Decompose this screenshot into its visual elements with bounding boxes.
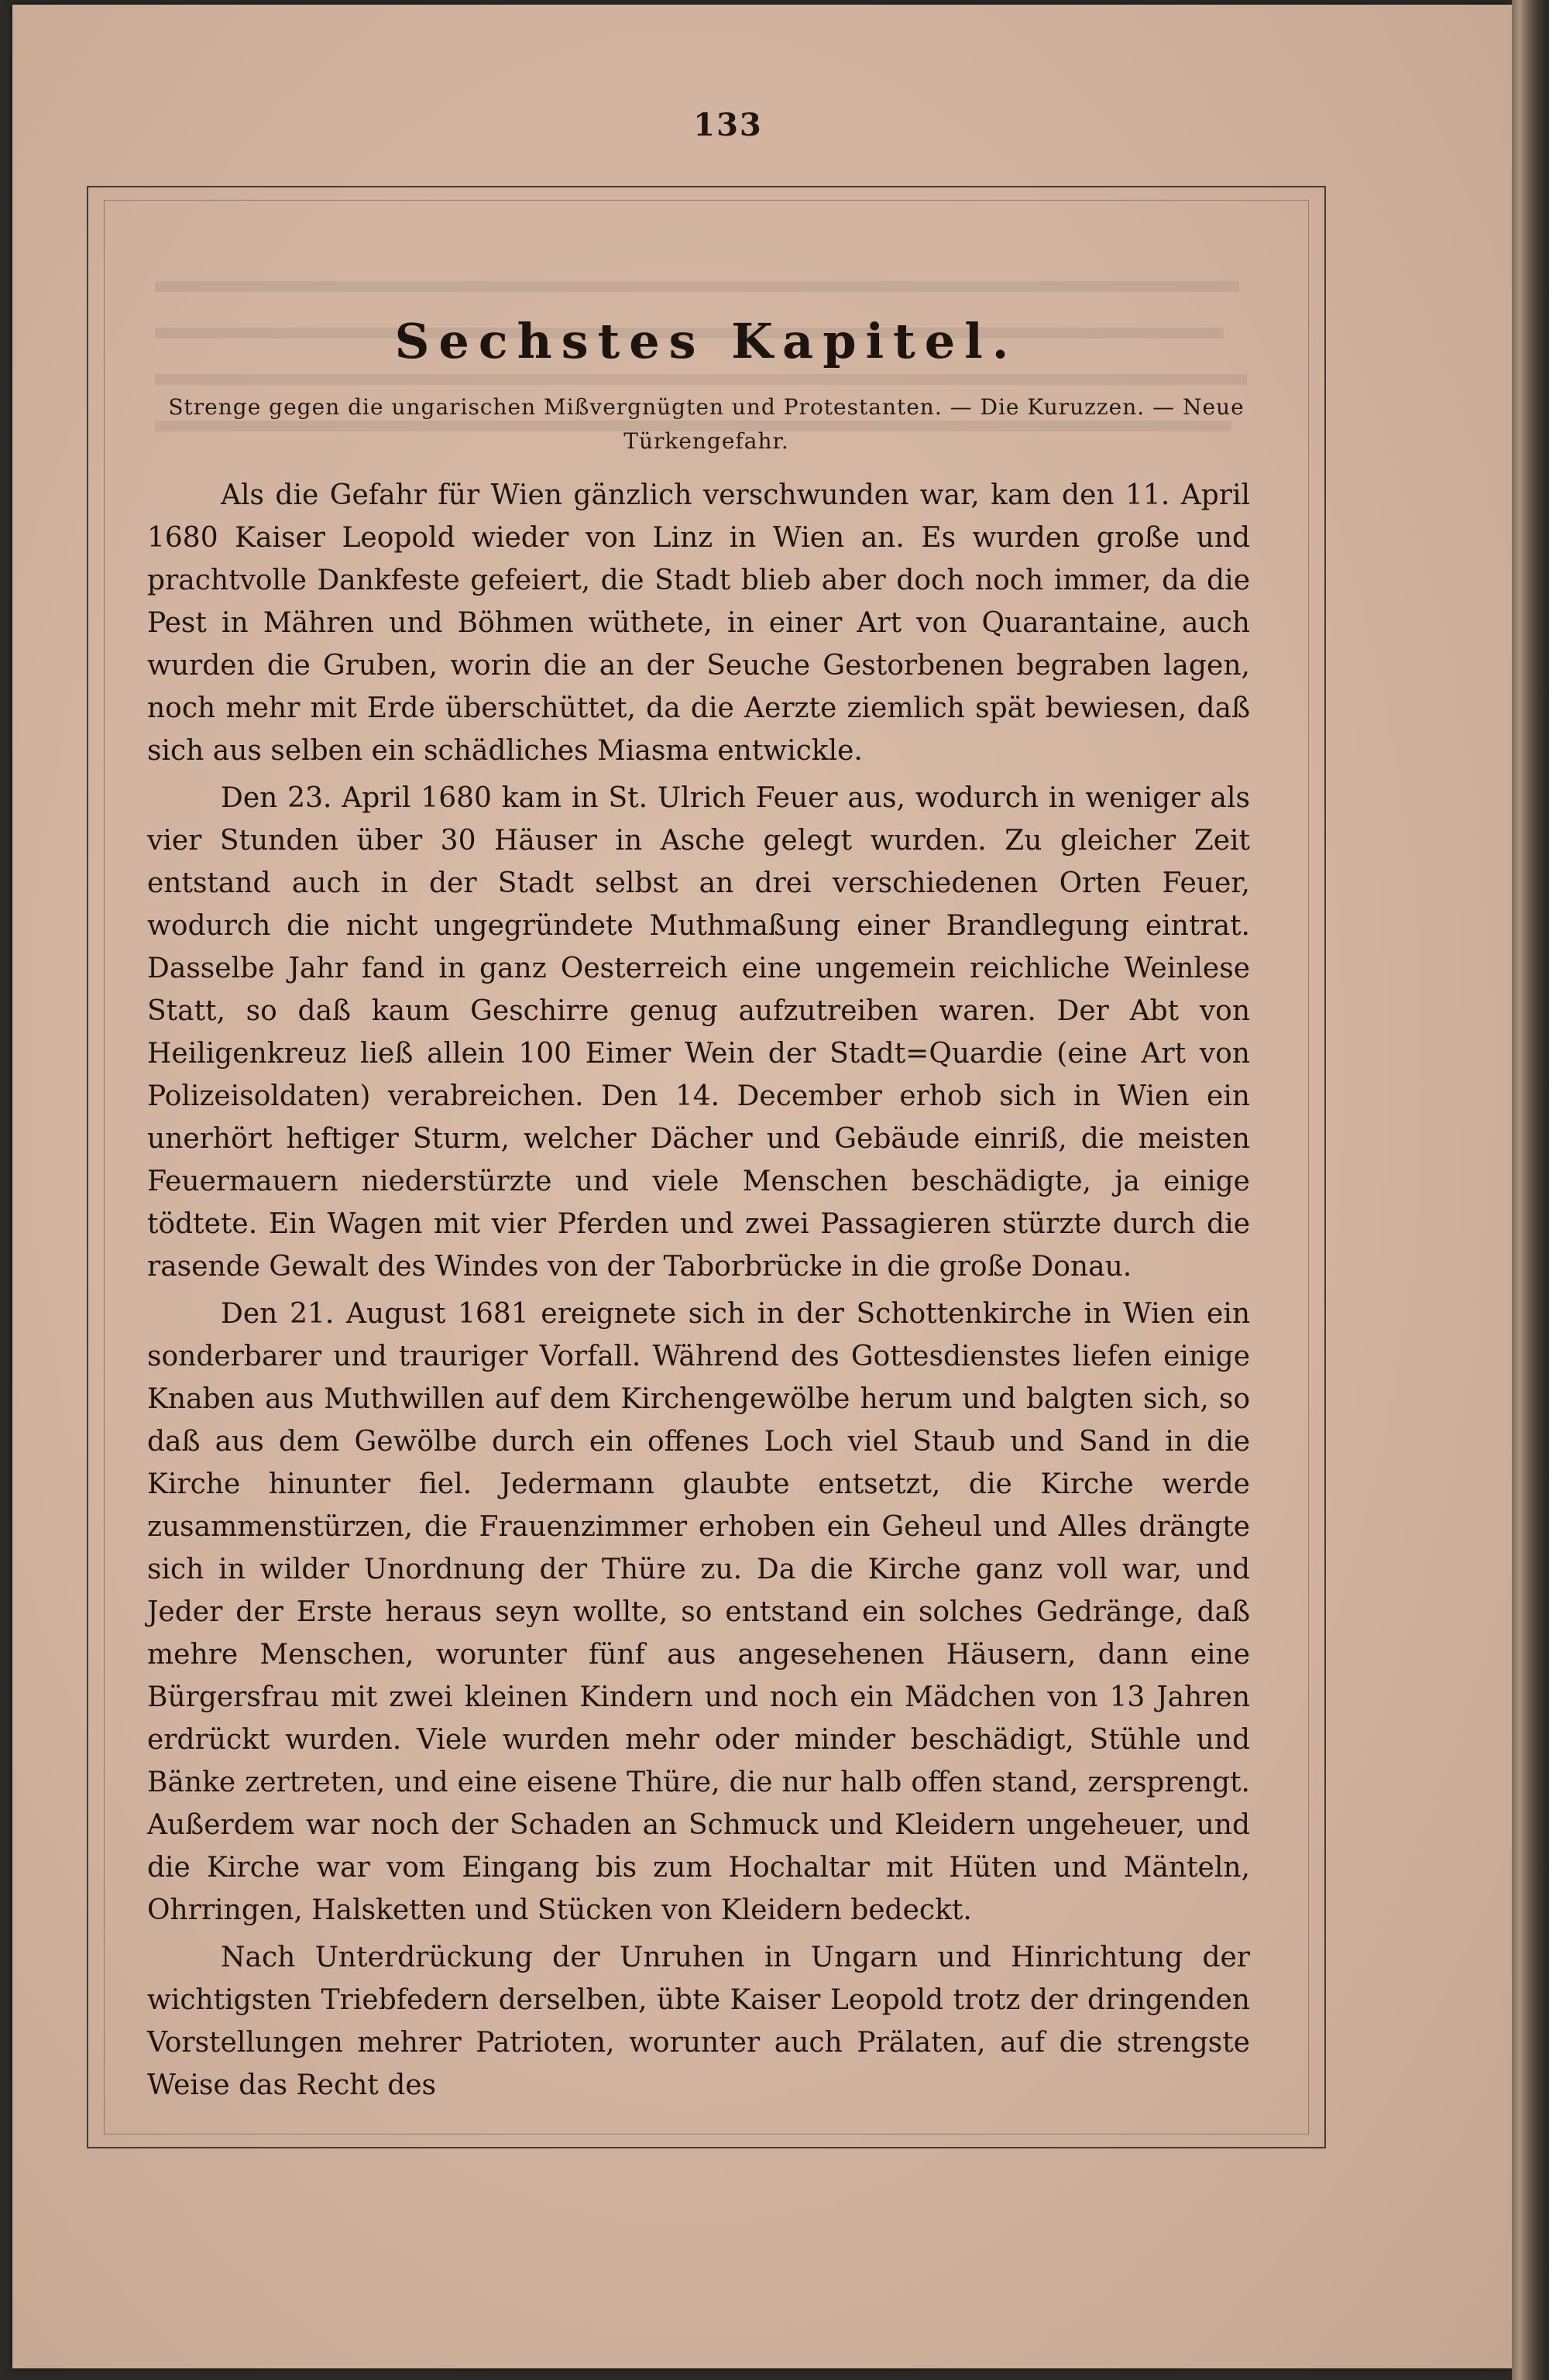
- paragraph: Den 23. April 1680 kam in St. Ulrich Feuer aus, wodurch in weniger als vier Stunden über 30 Häuser in Asche gelegt wurden. Zu gleicher Zeit entstand auch in der Stadt selbst an drei verschiedenen Orten Feuer, wodurch die nicht ungegründete Muthmaßung einer Brandlegung eintrat. Dasselbe Jahr fand in ganz Oesterreich eine ungemein reichliche Weinlese Statt, so daß kaum Geschirre genug aufzutreiben waren. Der Abt von Heiligenkreuz ließ allein 100 Eimer Wein der Stadt=Quardie (eine Art von Polizeisoldaten) verabreichen. Den 14. December erhob sich in Wien ein unerhört heftiger Sturm, welcher Dächer und Gebäude einriß, die meisten Feuermauern niederstürzte und viele Menschen beschädigte, ja einige tödtete. Ein Wagen mit vier Pferden und zwei Passagieren stürzte durch die rasende Gewalt des Windes von der Taborbrücke in die große Donau.: [147, 782, 1250, 1283]
- chapter-title: Sechstes Kapitel.: [394, 313, 1018, 369]
- paragraph: Den 21. August 1681 ereignete sich in der Schottenkirche in Wien ein sonderbarer und trauriger Vorfall. Während des Gottesdienstes liefen einige Knaben aus Muthwillen auf dem Kirchengewölbe herum und balgten sich, so daß aus dem Gewölbe durch ein offenes Loch viel Staub und Sand in die Kirche hinunter fiel. Jedermann glaubte entsetzt, die Kirche werde zusammenstürzen, die Frauenzimmer erhoben ein Geheul und Alles drängte sich in wilder Unordnung der Thüre zu. Da die Kirche ganz voll war, und Jeder der Erste heraus seyn wollte, so entstand ein solches Gedränge, daß mehre Menschen, worunter fünf aus angesehenen Häusern, dann eine Bürgersfrau mit zwei kleinen Kindern und noch ein Mädchen von 13 Jahren erdrückt wurden. Viele wurden mehr oder minder beschädigt, Stühle und Bänke zertreten, und eine eisene Thüre, die nur halb offen stand, zersprengt. Außerdem war noch der Schaden an Schmuck und Kleidern ungeheuer, und die Kirche war vom Eingang bis zum Hochaltar mit Hüten und Mänteln, Ohrringen, Halsketten und Stücken von Kleidern bedeckt.: [147, 1298, 1250, 1926]
- chapter-subtitle: Strenge gegen die ungarischen Mißvergnügten und Protestanten. — Die Kuruzzen. — Neue Türkengefahr.: [168, 394, 1245, 454]
- paragraph: Als die Gefahr für Wien gänzlich verschwunden war, kam den 11. April 1680 Kaiser Leopold wieder von Linz in Wien an. Es wurden große und prachtvolle Dankfeste gefeiert, die Stadt blieb aber doch noch immer, da die Pest in Mähren und Böhmen wüthete, in einer Art von Quarantaine, auch wurden die Gruben, worin die an der Seuche Gestorbenen begraben lagen, noch mehr mit Erde überschüttet, da die Aerzte ziemlich spät bewiesen, daß sich aus selben ein schädliches Miasma entwickle.: [147, 479, 1250, 767]
- paragraph: Nach Unterdrückung der Unruhen in Ungarn und Hinrichtung der wichtigsten Triebfedern derselben, übte Kaiser Leopold trotz der dringenden Vorstellungen mehrer Patrioten, worunter auch Prälaten, auf die strengste Weise das Recht des: [147, 1942, 1250, 2101]
- body-text: [147, 474, 1250, 2111]
- page-number: 133: [693, 107, 763, 143]
- book-spine: [1512, 0, 1549, 2380]
